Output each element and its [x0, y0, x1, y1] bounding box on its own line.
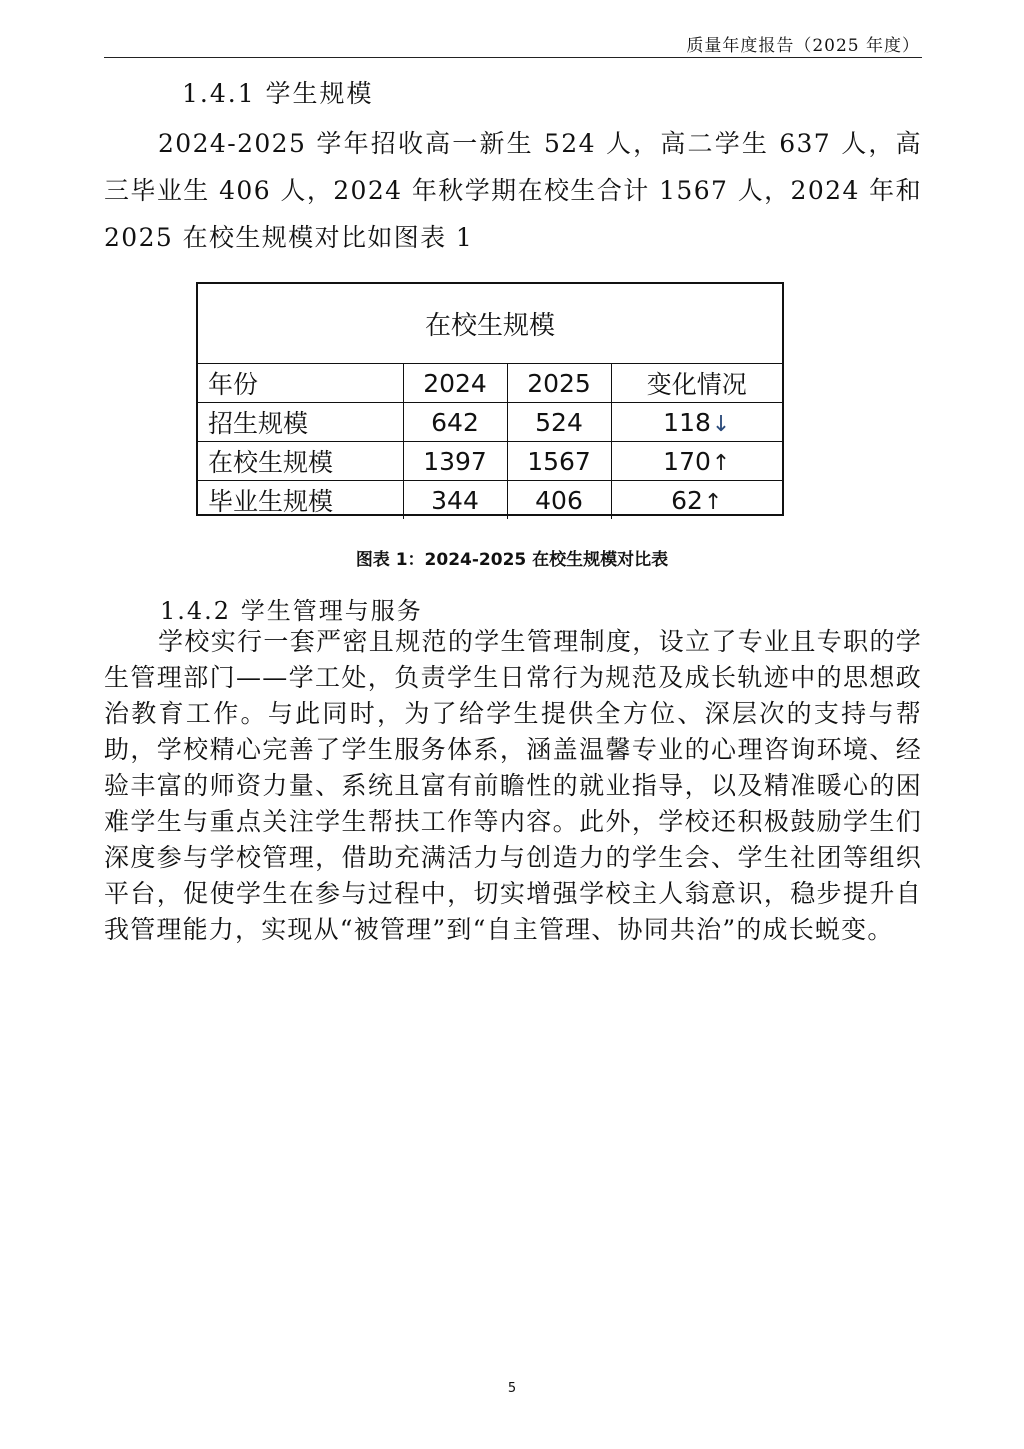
cell-2025: 406 — [507, 481, 611, 520]
change-value: 118 — [663, 407, 711, 437]
change-value: 62 — [671, 485, 703, 515]
header-cell-2024: 2024 — [403, 364, 507, 403]
table-title: 在校生规模 — [198, 284, 782, 364]
section-heading-student-scale: 1.4.1 学生规模 — [182, 79, 374, 108]
cell-2025: 1567 — [507, 442, 611, 481]
table-grid — [198, 364, 782, 519]
page-number: 5 — [507, 1381, 517, 1396]
row-label: 毕业生规模 — [198, 481, 403, 520]
header-cell-year: 年份 — [198, 364, 403, 403]
header-cell-change: 变化情况 — [611, 364, 782, 403]
table-row — [198, 403, 782, 442]
running-header: 质量年度报告（2025 年度） — [686, 36, 920, 56]
enrollment-table — [196, 282, 784, 516]
table-header-row — [198, 364, 782, 403]
table-row — [198, 442, 782, 481]
header-cell-2025: 2025 — [507, 364, 611, 403]
paragraph-student-scale: 2024-2025 学年招收高一新生 524 人，高二学生 637 人，高三毕业生 406 人，2024 年秋学期在校生合计 1567 人，2024 年和 2025 在校生规模对比如图表 1 — [104, 129, 922, 252]
cell-2025: 524 — [507, 403, 611, 442]
section-heading-student-management: 1.4.2 学生管理与服务 — [160, 597, 423, 625]
paragraph-student-management: 学校实行一套严密且规范的学生管理制度，设立了专业且专职的学生管理部门——学工处，负责学生日常行为规范及成长轨迹中的思想政治教育工作。与此同时，为了给学生提供全方位、深层次的支持与帮助，学校精心完善了学生服务体系，涵盖温馨专业的心理咨询环境、经验丰富的师资力量、系统且富有前瞻性的就业指导，以及精准暖心的困难学生与重点关注学生帮扶工作等内容。此外，学校还积极鼓励学生们深度参与学校管理，借助充满活力与创造力的学生会、学生社团等组织平台，促使学生在参与过程中，切实增强学校主人翁意识，稳步提升自我管理能力，实现从“被管理”到“自主管理、协同共治”的成长蜕变。 — [104, 627, 922, 944]
cell-2024: 642 — [403, 403, 507, 442]
table-row — [198, 481, 782, 520]
row-label: 在校生规模 — [198, 442, 403, 481]
cell-change — [611, 481, 782, 520]
change-value: 170 — [663, 446, 711, 476]
arrow-down-icon: ↓ — [711, 411, 731, 437]
table-caption: 图表 1：2024-2025 在校生规模对比表 — [355, 550, 669, 570]
header-divider — [104, 57, 922, 58]
arrow-up-icon: ↑ — [711, 450, 731, 476]
cell-2024: 1397 — [403, 442, 507, 481]
cell-change — [611, 403, 782, 442]
row-label: 招生规模 — [198, 403, 403, 442]
arrow-up-icon: ↑ — [703, 489, 723, 515]
cell-2024: 344 — [403, 481, 507, 520]
cell-change — [611, 442, 782, 481]
